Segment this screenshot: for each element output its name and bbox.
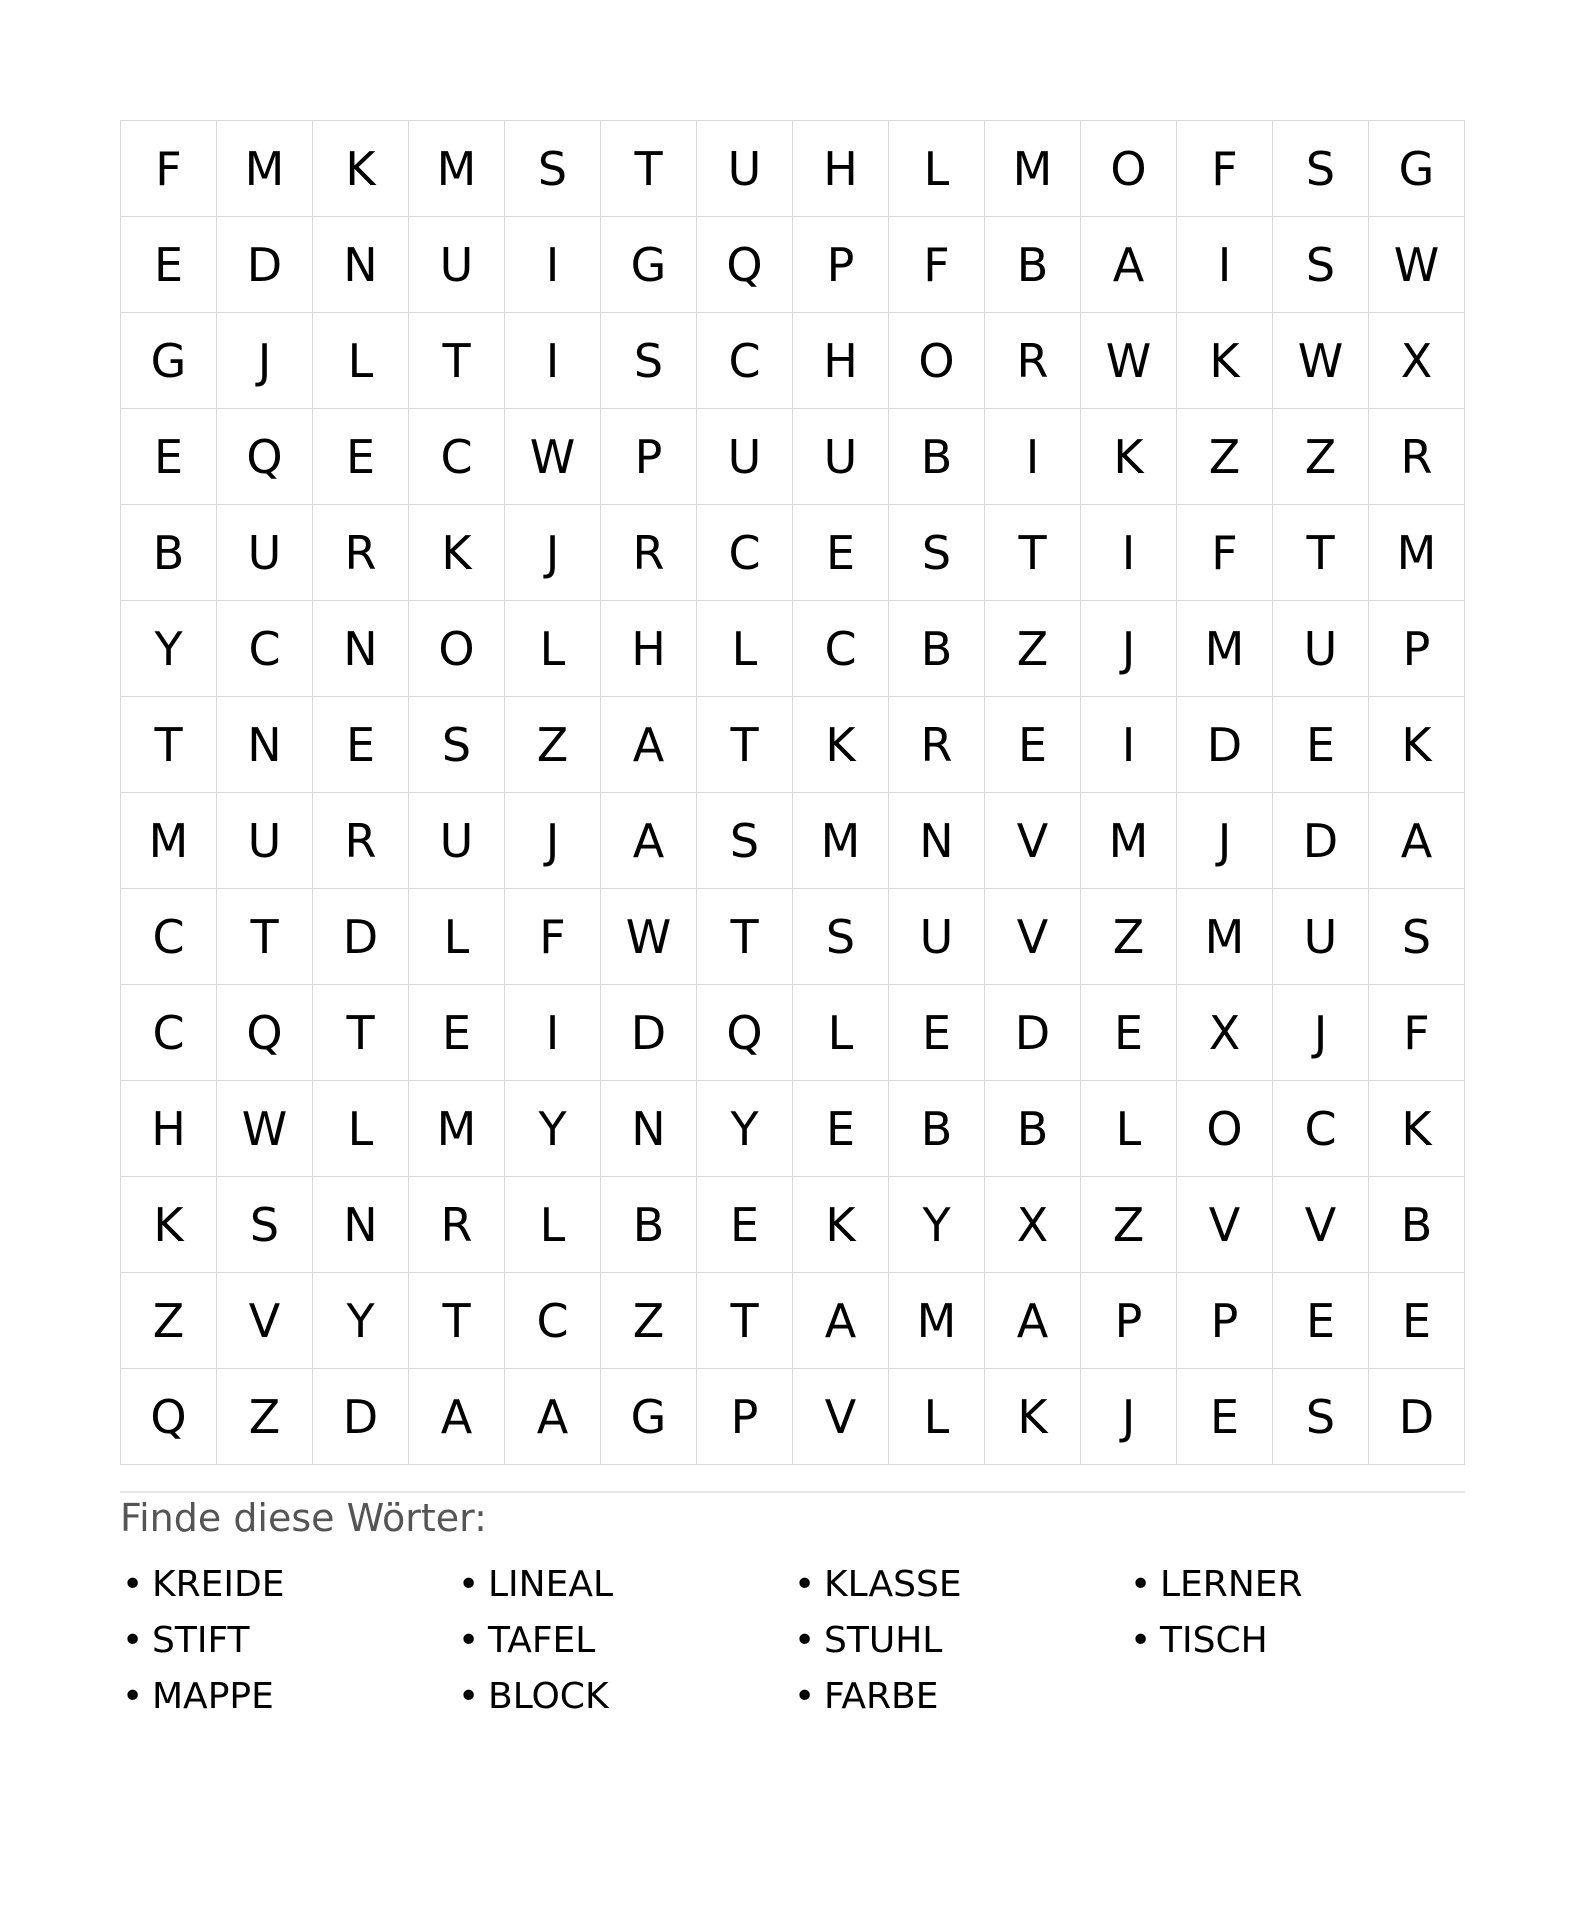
grid-cell[interactable]: E [793,1081,889,1177]
bullet-icon: • [794,1675,816,1717]
grid-cell[interactable]: C [121,985,217,1081]
word-label: STIFT [152,1619,250,1661]
grid-cell[interactable]: R [313,505,409,601]
word-label: KREIDE [152,1563,285,1605]
grid-cell[interactable]: V [793,1369,889,1465]
grid-cell[interactable]: H [121,1081,217,1177]
grid-cell[interactable]: M [1081,793,1177,889]
grid-cell[interactable]: F [1177,505,1273,601]
grid-cell[interactable]: Q [121,1369,217,1465]
grid-cell[interactable]: V [985,889,1081,985]
grid-cell[interactable]: M [793,793,889,889]
grid-cell[interactable]: R [313,793,409,889]
grid-cell[interactable]: E [1273,1273,1369,1369]
grid-cell[interactable]: E [409,985,505,1081]
grid-cell[interactable]: D [1177,697,1273,793]
grid-cell[interactable]: M [217,121,313,217]
grid-cell[interactable]: W [217,1081,313,1177]
grid-cell[interactable]: Q [697,217,793,313]
grid-cell[interactable]: X [1369,313,1465,409]
grid-cell[interactable]: L [1081,1081,1177,1177]
grid-cell[interactable]: T [985,505,1081,601]
word-list-item [1128,1556,1464,1612]
grid-cell[interactable]: P [601,409,697,505]
grid-cell[interactable]: N [217,697,313,793]
grid-cell[interactable]: N [313,217,409,313]
grid-cell[interactable]: Y [889,1177,985,1273]
grid-cell[interactable]: C [793,601,889,697]
grid-cell[interactable]: C [505,1273,601,1369]
grid-cell[interactable]: R [601,505,697,601]
grid-cell[interactable]: U [1273,889,1369,985]
word-label: LERNER [1160,1563,1303,1605]
grid-cell[interactable]: M [1369,505,1465,601]
grid-cell[interactable]: G [601,217,697,313]
grid-cell[interactable]: K [409,505,505,601]
grid-cell[interactable]: I [505,985,601,1081]
grid-cell[interactable]: Y [121,601,217,697]
grid-cell[interactable]: S [793,889,889,985]
grid-cell[interactable]: R [1369,409,1465,505]
grid-cell[interactable]: M [409,1081,505,1177]
grid-cell[interactable]: E [121,409,217,505]
grid-cell[interactable]: T [121,697,217,793]
grid-cell[interactable]: M [889,1273,985,1369]
bullet-icon: • [794,1563,816,1605]
grid-cell[interactable]: Q [217,409,313,505]
grid-cell[interactable]: M [409,121,505,217]
grid-cell[interactable]: I [1081,697,1177,793]
grid-cell[interactable]: P [697,1369,793,1465]
grid-cell[interactable]: P [1081,1273,1177,1369]
grid-cell[interactable]: H [601,601,697,697]
word-list-item [792,1612,1128,1668]
grid-cell[interactable]: T [409,1273,505,1369]
grid-cell[interactable]: J [505,505,601,601]
grid-cell[interactable]: L [313,313,409,409]
grid-cell[interactable]: K [1369,1081,1465,1177]
grid-cell[interactable]: Z [505,697,601,793]
bullet-icon: • [458,1563,480,1605]
grid-cell[interactable]: B [889,409,985,505]
word-list-item [120,1612,456,1668]
grid-cell[interactable]: P [1177,1273,1273,1369]
word-label: BLOCK [488,1675,609,1717]
grid-cell[interactable]: K [1081,409,1177,505]
grid-cell[interactable]: U [697,409,793,505]
bullet-icon: • [1130,1619,1152,1661]
grid-cell[interactable]: S [1273,217,1369,313]
grid-cell[interactable]: U [217,505,313,601]
grid-cell[interactable]: W [505,409,601,505]
grid-cell[interactable]: M [985,121,1081,217]
grid-cell[interactable]: M [1177,601,1273,697]
grid-cell[interactable]: O [1177,1081,1273,1177]
grid-cell[interactable]: S [1273,1369,1369,1465]
grid-cell[interactable]: W [1273,313,1369,409]
grid-cell[interactable]: N [313,1177,409,1273]
grid-cell[interactable]: D [1369,1369,1465,1465]
bullet-icon: • [1130,1563,1152,1605]
grid-cell[interactable]: C [121,889,217,985]
grid-cell[interactable]: Z [985,601,1081,697]
grid-cell[interactable]: U [793,409,889,505]
grid-cell[interactable]: E [793,505,889,601]
grid-cell[interactable]: F [1369,985,1465,1081]
grid-cell[interactable]: S [505,121,601,217]
grid-cell[interactable]: W [1369,217,1465,313]
word-list-item [456,1556,792,1612]
grid-cell[interactable]: C [697,505,793,601]
grid-cell[interactable]: S [697,793,793,889]
grid-cell[interactable]: N [313,601,409,697]
grid-cell[interactable]: M [121,793,217,889]
grid-cell[interactable]: R [409,1177,505,1273]
grid-cell[interactable]: K [121,1177,217,1273]
grid-cell[interactable]: U [1273,601,1369,697]
grid-cell[interactable]: B [121,505,217,601]
grid-cell[interactable]: B [985,1081,1081,1177]
word-list-title: Finde diese Wörter: [120,1496,487,1540]
word-list-item [120,1556,456,1612]
grid-cell[interactable]: I [505,313,601,409]
word-label: TAFEL [488,1619,596,1661]
grid-cell[interactable]: O [409,601,505,697]
grid-cell[interactable]: K [313,121,409,217]
grid-cell[interactable]: A [793,1273,889,1369]
grid-cell[interactable]: Y [505,1081,601,1177]
grid-cell[interactable]: X [985,1177,1081,1273]
grid-cell[interactable]: G [121,313,217,409]
grid-cell[interactable]: B [889,601,985,697]
grid-cell[interactable]: L [889,121,985,217]
grid-cell[interactable]: L [793,985,889,1081]
grid-cell[interactable]: C [409,409,505,505]
grid-cell[interactable]: V [1273,1177,1369,1273]
grid-cell[interactable]: M [1177,889,1273,985]
grid-cell[interactable]: K [1177,313,1273,409]
grid-cell[interactable]: G [1369,121,1465,217]
grid-cell[interactable]: L [889,1369,985,1465]
grid-cell[interactable]: E [697,1177,793,1273]
grid-cell[interactable]: R [985,313,1081,409]
grid-cell[interactable]: E [985,697,1081,793]
grid-cell[interactable]: T [601,121,697,217]
grid-cell[interactable]: T [1273,505,1369,601]
grid-cell[interactable]: I [505,217,601,313]
grid-cell[interactable]: U [217,793,313,889]
grid-cell[interactable]: C [217,601,313,697]
word-label: MAPPE [152,1675,274,1717]
grid-cell[interactable]: R [889,697,985,793]
grid-cell[interactable]: K [985,1369,1081,1465]
grid-cell[interactable]: J [217,313,313,409]
grid-cell[interactable]: S [409,697,505,793]
grid-cell[interactable]: K [793,1177,889,1273]
grid-cell[interactable]: J [505,793,601,889]
grid-cell[interactable]: T [217,889,313,985]
grid-cell[interactable]: L [313,1081,409,1177]
grid-cell[interactable]: I [1081,505,1177,601]
grid-cell[interactable]: E [121,217,217,313]
grid-cell[interactable]: Q [697,985,793,1081]
grid-cell[interactable]: O [1081,121,1177,217]
grid-cell[interactable]: A [601,697,697,793]
grid-cell[interactable]: S [1369,889,1465,985]
grid-cell[interactable]: K [1369,697,1465,793]
grid-cell[interactable]: B [985,217,1081,313]
grid-cell[interactable]: H [793,121,889,217]
grid-cell[interactable]: Y [697,1081,793,1177]
grid-cell[interactable]: Z [1177,409,1273,505]
grid-cell[interactable]: T [697,697,793,793]
grid-cell[interactable]: V [217,1273,313,1369]
grid-cell[interactable]: E [1369,1273,1465,1369]
grid-cell[interactable]: Q [217,985,313,1081]
word-list-item [456,1612,792,1668]
grid-cell[interactable]: S [217,1177,313,1273]
bullet-icon: • [122,1619,144,1661]
grid-cell[interactable]: I [1177,217,1273,313]
grid-cell[interactable]: T [697,889,793,985]
letter-grid [120,120,1465,1465]
grid-cell[interactable]: S [601,313,697,409]
grid-cell[interactable]: L [505,1177,601,1273]
word-list-item [456,1668,792,1724]
grid-cell[interactable]: P [793,217,889,313]
grid-cell[interactable]: Z [1273,409,1369,505]
word-label: STUHL [824,1619,943,1661]
grid-cell[interactable]: U [409,793,505,889]
grid-cell[interactable]: Z [1081,1177,1177,1273]
word-label: LINEAL [488,1563,614,1605]
bullet-icon: • [458,1675,480,1717]
bullet-icon: • [458,1619,480,1661]
grid-cell[interactable]: T [697,1273,793,1369]
bullet-icon: • [122,1563,144,1605]
word-label: TISCH [1160,1619,1268,1661]
grid-cell[interactable]: E [313,697,409,793]
grid-cell[interactable]: U [697,121,793,217]
grid-cell[interactable]: T [409,313,505,409]
grid-cell[interactable]: E [889,985,985,1081]
grid-cell[interactable]: A [505,1369,601,1465]
bullet-icon: • [794,1619,816,1661]
grid-cell[interactable]: B [1369,1177,1465,1273]
grid-cell[interactable]: B [889,1081,985,1177]
grid-cell[interactable]: T [313,985,409,1081]
grid-cell[interactable]: O [889,313,985,409]
grid-cell[interactable]: S [1273,121,1369,217]
grid-cell[interactable]: A [1081,217,1177,313]
grid-cell[interactable]: U [889,889,985,985]
grid-cell[interactable]: I [985,409,1081,505]
grid-cell[interactable]: B [601,1177,697,1273]
grid-cell[interactable]: L [505,601,601,697]
grid-cell[interactable]: C [1273,1081,1369,1177]
grid-cell[interactable]: D [313,1369,409,1465]
grid-cell[interactable]: F [121,121,217,217]
grid-cell[interactable]: Z [217,1369,313,1465]
grid-cell[interactable]: S [889,505,985,601]
grid-cell[interactable]: X [1177,985,1273,1081]
grid-cell[interactable]: W [601,889,697,985]
divider [120,1491,1465,1493]
word-list [120,1556,1465,1724]
word-list-item [120,1668,456,1724]
grid-cell[interactable]: A [985,1273,1081,1369]
grid-cell[interactable]: K [793,697,889,793]
grid-cell[interactable]: F [1177,121,1273,217]
grid-cell[interactable]: D [985,985,1081,1081]
grid-cell[interactable]: E [1081,985,1177,1081]
grid-cell[interactable]: A [409,1369,505,1465]
word-list-item [792,1556,1128,1612]
grid-cell[interactable]: E [313,409,409,505]
word-label: KLASSE [824,1563,962,1605]
grid-cell[interactable]: G [601,1369,697,1465]
grid-cell[interactable]: V [985,793,1081,889]
grid-cell[interactable]: A [601,793,697,889]
grid-cell[interactable]: Z [1081,889,1177,985]
grid-cell[interactable]: Y [313,1273,409,1369]
grid-cell[interactable]: F [505,889,601,985]
word-list-item [1128,1612,1464,1668]
grid-cell[interactable]: F [889,217,985,313]
grid-cell[interactable]: D [217,217,313,313]
grid-cell[interactable]: J [1273,985,1369,1081]
word-list-item [792,1668,1128,1724]
grid-cell[interactable]: A [1369,793,1465,889]
grid-cell[interactable]: U [409,217,505,313]
grid-cell[interactable]: D [313,889,409,985]
grid-cell[interactable]: Z [121,1273,217,1369]
grid-cell[interactable]: J [1177,793,1273,889]
grid-cell[interactable]: E [1273,697,1369,793]
grid-cell[interactable]: L [697,601,793,697]
grid-cell[interactable]: P [1369,601,1465,697]
grid-cell[interactable]: Z [601,1273,697,1369]
grid-cell[interactable]: L [409,889,505,985]
grid-cell[interactable]: N [889,793,985,889]
bullet-icon: • [122,1675,144,1717]
grid-cell[interactable]: C [697,313,793,409]
grid-cell[interactable]: V [1177,1177,1273,1273]
grid-cell[interactable]: E [1177,1369,1273,1465]
grid-cell[interactable]: W [1081,313,1177,409]
grid-cell[interactable]: J [1081,601,1177,697]
grid-cell[interactable]: D [1273,793,1369,889]
word-label: FARBE [824,1675,939,1717]
grid-cell[interactable]: J [1081,1369,1177,1465]
grid-cell[interactable]: N [601,1081,697,1177]
grid-cell[interactable]: H [793,313,889,409]
grid-cell[interactable]: D [601,985,697,1081]
